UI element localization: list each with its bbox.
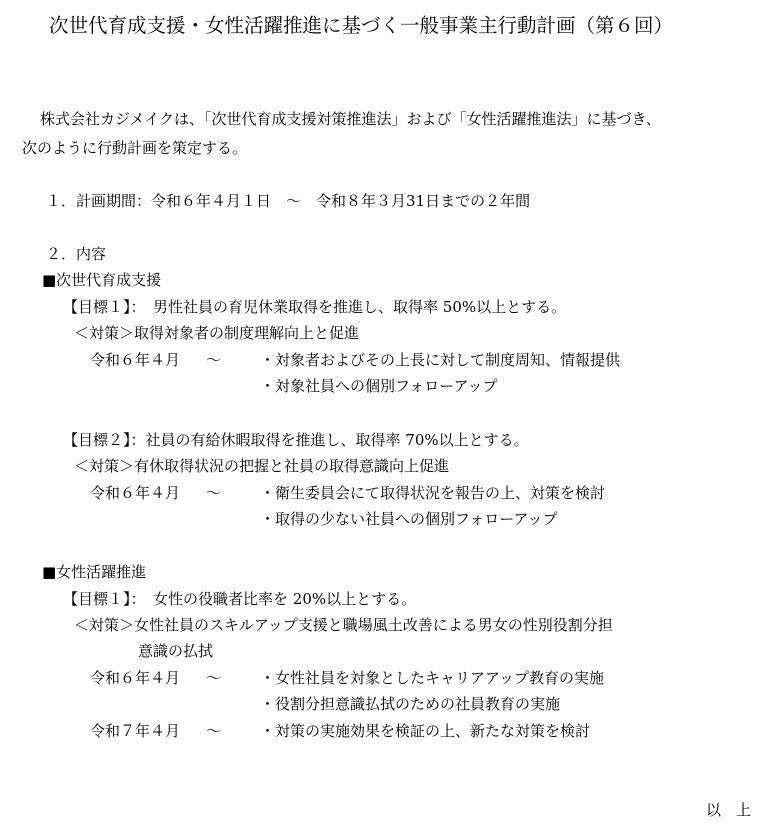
content-heading: ２．内容 [46,245,107,263]
action-tilde: ～ [206,484,222,502]
section-heading: ■次世代育成支援 [42,271,162,289]
goal-line: 【目標１】： 男性社員の育児休業取得を推進し、取得率 50%以上とする。 [63,298,567,316]
measure-line: ＜対策＞有休取得状況の把握と社員の取得意識向上促進 [74,457,450,475]
plan-period: １．計画期間：令和６年４月１日 ～ 令和８年３月31日までの２年間 [46,192,531,210]
action-period: 令和７年４月 [90,722,181,740]
measure-line: ＜対策＞取得対象者の制度理解向上と促進 [74,324,360,342]
action-item: ・対象社員への個別フォローアップ [260,377,498,395]
action-item: ・衛生委員会にて取得状況を報告の上、対策を検討 [260,484,606,502]
action-item: ・対象者およびその上長に対して制度周知、情報提供 [260,351,621,369]
action-item: ・役割分担意識払拭のための社員教育の実施 [260,695,561,713]
action-period: 令和６年４月 [90,669,181,687]
action-period: 令和６年４月 [90,351,181,369]
intro-line-1: 株式会社カジメイクは、「次世代育成支援対策推進法」および「女性活躍推進法」に基づき、 [40,110,661,128]
document-title: 次世代育成支援・女性活躍推進に基づく一般事業主行動計画（第６回） [49,14,674,37]
closing-mark: 以 上 [706,801,752,819]
measure-line-continued: 意識の払拭 [138,642,214,660]
action-item: ・取得の少ない社員への個別フォローアップ [260,510,558,528]
action-item: ・対策の実施効果を検証の上、新たな対策を検討 [260,722,591,740]
action-tilde: ～ [206,669,222,687]
action-tilde: ～ [206,722,222,740]
action-item: ・女性社員を対象としたキャリアアップ教育の実施 [260,669,604,687]
measure-line: ＜対策＞女性社員のスキルアップ支援と職場風土改善による男女の性別役割分担 [74,616,613,634]
section-heading: ■女性活躍推進 [42,563,147,581]
goal-line: 【目標２】：社員の有給休暇取得を推進し、取得率 70%以上とする。 [63,431,529,449]
action-period: 令和６年４月 [90,484,181,502]
action-tilde: ～ [206,351,222,369]
goal-line: 【目標１】： 女性の役職者比率を 20%以上とする。 [63,590,417,608]
intro-line-2: 次のように行動計画を策定する。 [22,139,248,157]
